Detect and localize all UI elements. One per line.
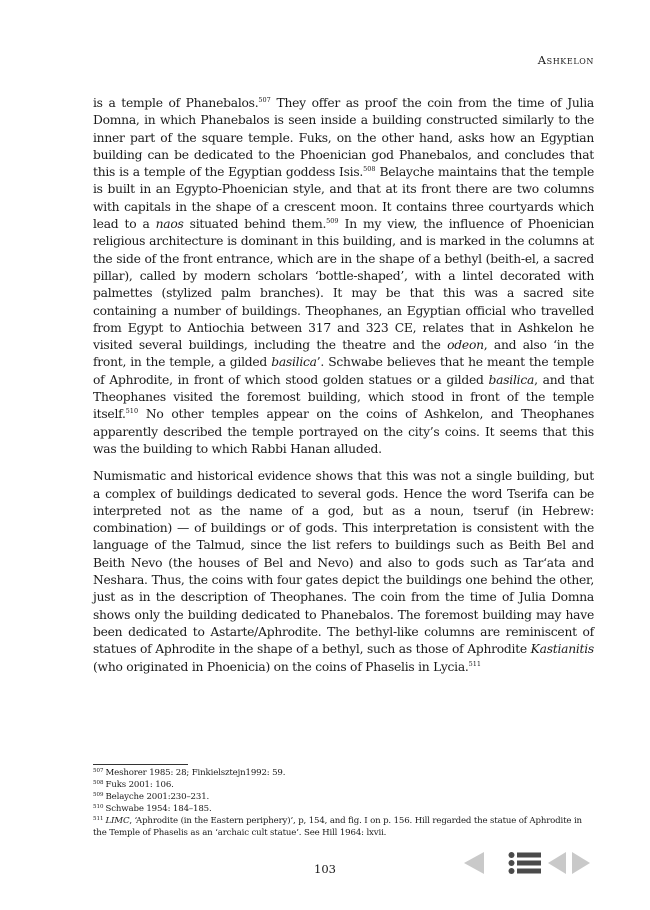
previous-page-button[interactable]	[462, 850, 486, 878]
previous-page-icon	[462, 850, 486, 876]
page-number: 103	[314, 862, 336, 876]
footnote-ref-510[interactable]: 510	[125, 407, 139, 416]
footnote-ref-509[interactable]: 509	[326, 217, 339, 226]
paragraph-1: is a temple of Phanebalos.$^{507}$ They offer as proof the coin from the time of Julia Domna, in which Phanebalos is seen inside a building constructed similarly to the inner part of the square temple. Fuks, on the other hand, asks how an Egyptian building can be dedicated to the Phoenician god Phanebalos, and concludes that this is a temple of the Egyptian goddess Isis.$^{508}$ Belayche maintains that the temple is built in an Egypto-Phoenician style, and that at its front there are two columns with capitals in the shape of a crescent moon. It contains three courtyards which lead to a naos situated behind them.$^{509}$ In my view, the influence of Phoenician religious architecture is dominant in this building, and is marked in the columns at the side of the front entrance, which are in the shape of a bethyl (beith-el, a sacred pillar), called by modern scholars ‘bottle-shaped’, with a lintel decorated with palmettes (stylized palm branches). It may be that this was a sacred site containing a number of buildings. Theophanes, an Egyptian official who travelled from Egypt to Antiochia between 317 and 323 CE, relates that in Ashkelon he visited several buildings, including the theatre and the odeon, and also ‘in the front, in the temple, a gilded basilica’. Schwabe believes that he meant the temple of Aphrodite, in front of which stood golden statues or a gilded basilica, and that Theophanes visited the foremost building, which stood in front of the temple itself.$^{510}$ No other temples appear on the coins of Ashkelon, and Theophanes apparently described the temple portrayed on the city’s coins. It seems that this was the building to which Rabbi Hanan alluded.	[93, 96, 595, 456]
footnote-ref-507[interactable]: 507	[258, 96, 271, 104]
body-text	[93, 95, 594, 686]
footnote-ref-508[interactable]: 508	[363, 165, 376, 174]
table-of-contents-button[interactable]	[508, 850, 542, 878]
footnote: $^{508}$ Fuks 2001: 106.	[93, 780, 174, 790]
footnote: $^{509}$ Belayche 2001:230–231.	[93, 792, 210, 802]
footnote: $^{511}$ LIMC, ‘Aphrodite (in the Eastern periphery)’, p, 154, and fig. I on p. 156. Hill regarded the statue of Aphrodite in the Temple of Phaselis as an ‘archaic cult statue’. See Hill 1964: lxvii.	[93, 816, 582, 838]
footnote: $^{507}$ Meshorer 1985: 28; Finkielsztejn1992: 59.	[93, 768, 286, 778]
footnote: $^{510}$ Schwabe 1954: 184–185.	[93, 804, 212, 814]
forward-button[interactable]	[570, 850, 592, 878]
forward-icon	[570, 850, 592, 876]
table-of-contents-icon	[508, 850, 542, 876]
back-button[interactable]	[546, 850, 568, 878]
back-icon	[546, 850, 568, 876]
footnotes	[93, 767, 594, 839]
paragraph-2: Numismatic and historical evidence shows that this was not a single building, but a complex of buildings dedicated to several gods. Hence the word Tserifa can be interpreted not as the name of a god, but as a noun, tseruf (in Hebrew: combination) — of buildings or of gods. This interpretation is consistent with the language of the Talmud, since the list refers to buildings such as Beith Bel and Beith Nevo (the houses of Bel and Nevo) and also to gods such as Tar‘ata and Neshara. Thus, the coins with four gates depict the buildings one behind the other, just as in the description of Theophanes. The coin from the time of Julia Domna shows only the building dedicated to Phanebalos. The foremost building may have been dedicated to Astarte/Aphrodite. The bethyl-like columns are reminiscent of statues of Aphrodite in the shape of a bethyl, such as those of Aphrodite Kastianitis (who originated in Phoenicia) on the coins of Phaselis in Lycia.$^{511}$	[93, 469, 594, 674]
footnote-ref-511[interactable]: 511	[468, 659, 482, 668]
running-head: Ashkelon	[537, 53, 594, 67]
footnote-rule	[93, 764, 188, 765]
